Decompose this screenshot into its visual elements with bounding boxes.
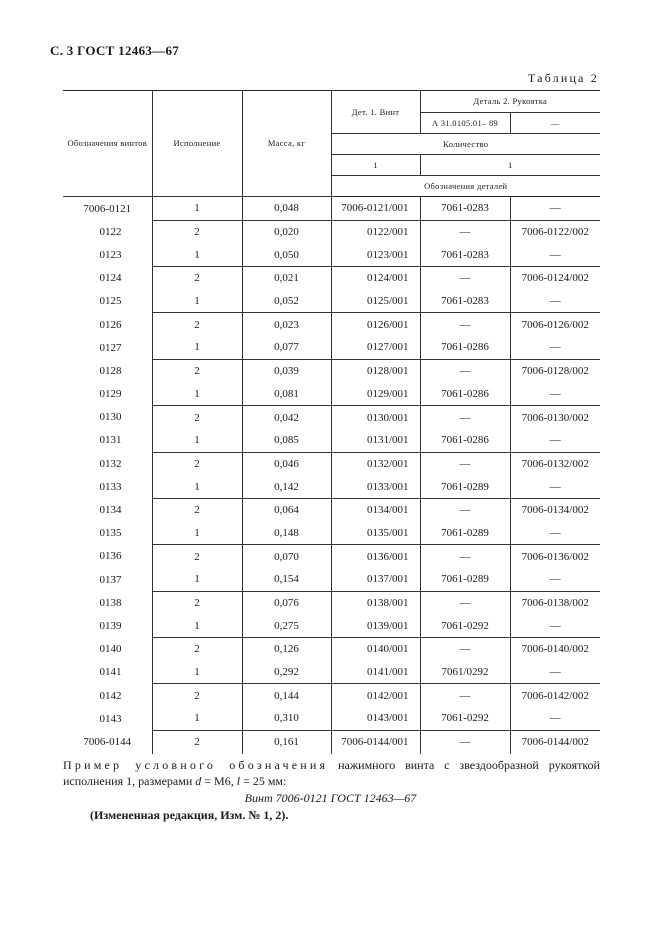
cell-variant: 1 bbox=[152, 568, 242, 591]
cell-handle2: 7006-0142/002 bbox=[521, 689, 589, 702]
col-header-detail2-sub2: — bbox=[510, 113, 600, 134]
cell-name: 0126 bbox=[63, 313, 152, 336]
table-row bbox=[63, 684, 600, 707]
table-row bbox=[63, 429, 600, 452]
table-row bbox=[63, 336, 600, 359]
cell-variant: 1 bbox=[152, 707, 242, 730]
cell-vint: 0124/001 bbox=[331, 267, 420, 290]
cell-vint: 0123/001 bbox=[331, 243, 420, 266]
cell-mass: 0,275 bbox=[242, 614, 331, 637]
cell-variant: 1 bbox=[152, 614, 242, 637]
table-row bbox=[63, 614, 600, 637]
cell-handle1: — bbox=[420, 638, 510, 661]
col-header-detail2-sub1: А 31.0105.01– 89 bbox=[420, 113, 510, 134]
cell-handle2: — bbox=[510, 614, 600, 637]
cell-name: 0143 bbox=[63, 707, 152, 730]
cell-handle2: 7006-0136/002 bbox=[521, 550, 589, 563]
cell-vint: 0141/001 bbox=[331, 661, 420, 684]
table-row bbox=[63, 243, 600, 266]
cell-mass: 0,077 bbox=[242, 336, 331, 359]
table-row bbox=[63, 197, 600, 221]
cell-mass: 0,085 bbox=[242, 429, 331, 452]
col-header-name: Обозначения винтов bbox=[63, 91, 152, 197]
cell-name: 0125 bbox=[63, 290, 152, 313]
cell-handle2: — bbox=[510, 290, 600, 313]
table-caption: Таблица 2 bbox=[527, 71, 599, 85]
cell-handle2: 7006-0134/002 bbox=[521, 504, 589, 517]
cell-handle2: — bbox=[510, 383, 600, 406]
table-row bbox=[63, 638, 600, 661]
cell-name: 0128 bbox=[63, 359, 152, 382]
cell-vint: 0136/001 bbox=[331, 545, 420, 568]
cell-variant: 2 bbox=[152, 267, 242, 290]
table-row bbox=[63, 707, 600, 730]
cell-mass: 0,020 bbox=[242, 220, 331, 243]
cell-vint: 0125/001 bbox=[331, 290, 420, 313]
cell-name: 0138 bbox=[63, 591, 152, 614]
cell-variant: 1 bbox=[152, 475, 242, 498]
cell-handle2: 7006-0122/002 bbox=[521, 226, 589, 239]
example-designation: Винт 7006-0121 ГОСТ 12463—67 bbox=[244, 791, 417, 805]
col-header-variant: Исполнение bbox=[152, 91, 242, 197]
cell-variant: 1 bbox=[152, 243, 242, 266]
cell-variant: 2 bbox=[152, 313, 242, 336]
cell-variant: 2 bbox=[152, 591, 242, 614]
cell-mass: 0,292 bbox=[242, 661, 331, 684]
cell-handle1: 7061-0289 bbox=[420, 568, 510, 591]
page-header: С. 3 ГОСТ 12463—67 bbox=[50, 43, 180, 58]
cell-handle1: 7061-0283 bbox=[420, 197, 510, 221]
cell-variant: 2 bbox=[152, 498, 242, 521]
cell-vint: 0132/001 bbox=[331, 452, 420, 475]
table-row bbox=[63, 452, 600, 475]
cell-variant: 2 bbox=[152, 406, 242, 429]
qty-handle: 1 bbox=[420, 155, 600, 176]
cell-mass: 0,142 bbox=[242, 475, 331, 498]
cell-name: 0134 bbox=[63, 498, 152, 521]
cell-vint: 0143/001 bbox=[331, 707, 420, 730]
cell-handle2: 7006-0126/002 bbox=[521, 318, 589, 331]
table-row bbox=[63, 290, 600, 313]
qty-vint: 1 bbox=[331, 155, 420, 176]
cell-handle1: 7061-0292 bbox=[420, 614, 510, 637]
cell-mass: 0,039 bbox=[242, 359, 331, 382]
cell-vint: 0139/001 bbox=[331, 614, 420, 637]
table-row bbox=[63, 313, 600, 336]
cell-handle1: 7061-0292 bbox=[420, 707, 510, 730]
cell-name: 0133 bbox=[63, 475, 152, 498]
cell-mass: 0,081 bbox=[242, 383, 331, 406]
table-row bbox=[63, 220, 600, 243]
example-l-value: = 25 мм: bbox=[240, 774, 287, 788]
cell-handle1: — bbox=[420, 730, 510, 753]
example-d-var: d bbox=[195, 774, 202, 788]
cell-handle1: — bbox=[420, 267, 510, 290]
cell-mass: 0,048 bbox=[242, 197, 331, 221]
cell-name: 0123 bbox=[63, 243, 152, 266]
cell-name: 0137 bbox=[63, 568, 152, 591]
cell-vint: 0129/001 bbox=[331, 383, 420, 406]
cell-name: 0124 bbox=[63, 267, 152, 290]
cell-mass: 0,046 bbox=[242, 452, 331, 475]
cell-mass: 0,076 bbox=[242, 591, 331, 614]
cell-handle1: — bbox=[420, 591, 510, 614]
cell-variant: 2 bbox=[152, 638, 242, 661]
cell-handle1: 7061-0286 bbox=[420, 383, 510, 406]
table-row bbox=[63, 522, 600, 545]
cell-handle2: 7006-0124/002 bbox=[521, 272, 589, 285]
cell-mass: 0,310 bbox=[242, 707, 331, 730]
table-row bbox=[63, 406, 600, 429]
cell-handle1: 7061-0283 bbox=[420, 243, 510, 266]
cell-vint: 0133/001 bbox=[331, 475, 420, 498]
cell-handle2: — bbox=[510, 568, 600, 591]
cell-handle2: 7006-0132/002 bbox=[521, 457, 589, 470]
cell-vint: 0130/001 bbox=[331, 406, 420, 429]
cell-name: 0122 bbox=[63, 220, 152, 243]
cell-vint: 0122/001 bbox=[331, 220, 420, 243]
table-row bbox=[63, 661, 600, 684]
cell-mass: 0,023 bbox=[242, 313, 331, 336]
cell-handle1: 7061-0286 bbox=[420, 336, 510, 359]
cell-vint: 0138/001 bbox=[331, 591, 420, 614]
cell-variant: 1 bbox=[152, 336, 242, 359]
cell-vint: 7006-0121/001 bbox=[331, 197, 420, 221]
cell-name: 0135 bbox=[63, 522, 152, 545]
table-row bbox=[63, 475, 600, 498]
cell-name: 7006-0144 bbox=[63, 730, 152, 753]
table-row bbox=[63, 267, 600, 290]
cell-handle1: 7061/0292 bbox=[420, 661, 510, 684]
cell-mass: 0,144 bbox=[242, 684, 331, 707]
cell-name: 0132 bbox=[63, 452, 152, 475]
cell-handle1: — bbox=[420, 406, 510, 429]
cell-handle1: 7061-0289 bbox=[420, 475, 510, 498]
cell-mass: 0,126 bbox=[242, 638, 331, 661]
cell-handle1: 7061-0289 bbox=[420, 522, 510, 545]
example-l-var: l bbox=[236, 774, 241, 788]
cell-handle1: — bbox=[420, 313, 510, 336]
cell-mass: 0,052 bbox=[242, 290, 331, 313]
table-row bbox=[63, 383, 600, 406]
cell-name: 0129 bbox=[63, 383, 152, 406]
cell-mass: 0,064 bbox=[242, 498, 331, 521]
cell-handle1: — bbox=[420, 452, 510, 475]
cell-mass: 0,070 bbox=[242, 545, 331, 568]
cell-mass: 0,154 bbox=[242, 568, 331, 591]
cell-handle2: 7006-0130/002 bbox=[521, 411, 589, 424]
cell-variant: 2 bbox=[152, 359, 242, 382]
col-header-detail2: Деталь 2. Рукоятка bbox=[420, 91, 600, 113]
cell-name: 0130 bbox=[63, 406, 152, 429]
cell-handle2: 7006-0128/002 bbox=[521, 365, 589, 378]
cell-handle2: — bbox=[510, 475, 600, 498]
cell-handle2: — bbox=[510, 522, 600, 545]
cell-handle2: 7006-0140/002 bbox=[521, 643, 589, 656]
cell-vint: 7006-0144/001 bbox=[331, 730, 420, 753]
cell-handle1: 7061-0286 bbox=[420, 429, 510, 452]
cell-name: 0141 bbox=[63, 661, 152, 684]
table-row bbox=[63, 591, 600, 614]
cell-name: 0142 bbox=[63, 684, 152, 707]
cell-handle1: — bbox=[420, 220, 510, 243]
cell-variant: 1 bbox=[152, 290, 242, 313]
cell-handle1: — bbox=[420, 498, 510, 521]
cell-variant: 1 bbox=[152, 522, 242, 545]
cell-name: 0140 bbox=[63, 638, 152, 661]
cell-handle1: 7061-0283 bbox=[420, 290, 510, 313]
cell-variant: 2 bbox=[152, 220, 242, 243]
cell-variant: 2 bbox=[152, 545, 242, 568]
cell-handle2: 7006-0144/002 bbox=[521, 736, 589, 749]
cell-variant: 2 bbox=[152, 730, 242, 753]
cell-vint: 0127/001 bbox=[331, 336, 420, 359]
cell-vint: 0128/001 bbox=[331, 359, 420, 382]
cell-mass: 0,148 bbox=[242, 522, 331, 545]
cell-mass: 0,021 bbox=[242, 267, 331, 290]
cell-variant: 1 bbox=[152, 197, 242, 221]
screw-table bbox=[63, 90, 600, 754]
cell-vint: 0126/001 bbox=[331, 313, 420, 336]
col-header-details-designation: Обозначения деталей bbox=[331, 176, 600, 197]
cell-variant: 2 bbox=[152, 684, 242, 707]
cell-handle1: — bbox=[420, 684, 510, 707]
cell-vint: 0137/001 bbox=[331, 568, 420, 591]
cell-variant: 1 bbox=[152, 429, 242, 452]
cell-mass: 0,042 bbox=[242, 406, 331, 429]
example-spaced-heading: Пример условного обозначения bbox=[63, 758, 329, 772]
cell-name: 7006-0121 bbox=[63, 197, 152, 221]
cell-mass: 0,161 bbox=[242, 730, 331, 753]
table-row bbox=[63, 730, 600, 753]
cell-name: 0127 bbox=[63, 336, 152, 359]
cell-variant: 1 bbox=[152, 661, 242, 684]
col-header-quantity: Количество bbox=[331, 134, 600, 155]
cell-handle1: — bbox=[420, 545, 510, 568]
cell-handle2: — bbox=[510, 661, 600, 684]
cell-vint: 0134/001 bbox=[331, 498, 420, 521]
example-d-value: = М6, bbox=[201, 774, 237, 788]
col-header-vint: Дет. 1. Винт bbox=[331, 91, 420, 134]
cell-handle2: 7006-0138/002 bbox=[521, 597, 589, 610]
amendment-note: (Измененная редакция, Изм. № 1, 2). bbox=[90, 808, 289, 822]
table-row bbox=[63, 498, 600, 521]
cell-vint: 0140/001 bbox=[331, 638, 420, 661]
cell-handle2: — bbox=[510, 707, 600, 730]
cell-name: 0139 bbox=[63, 614, 152, 637]
table-row bbox=[63, 568, 600, 591]
cell-handle2: — bbox=[510, 243, 600, 266]
cell-handle2: — bbox=[510, 197, 600, 221]
cell-handle1: — bbox=[420, 359, 510, 382]
cell-vint: 0135/001 bbox=[331, 522, 420, 545]
cell-mass: 0,050 bbox=[242, 243, 331, 266]
cell-variant: 2 bbox=[152, 452, 242, 475]
col-header-mass: Масса, кг bbox=[242, 91, 331, 197]
table-row bbox=[63, 545, 600, 568]
cell-vint: 0142/001 bbox=[331, 684, 420, 707]
cell-variant: 1 bbox=[152, 383, 242, 406]
table-row bbox=[63, 359, 600, 382]
cell-vint: 0131/001 bbox=[331, 429, 420, 452]
example-paragraph bbox=[63, 757, 600, 789]
cell-handle2: — bbox=[510, 429, 600, 452]
cell-name: 0136 bbox=[63, 545, 152, 568]
cell-name: 0131 bbox=[63, 429, 152, 452]
example-text: нажимного винта с звездообразной рукояткой исполнения 1, размерами bbox=[63, 758, 600, 788]
cell-handle2: — bbox=[510, 336, 600, 359]
